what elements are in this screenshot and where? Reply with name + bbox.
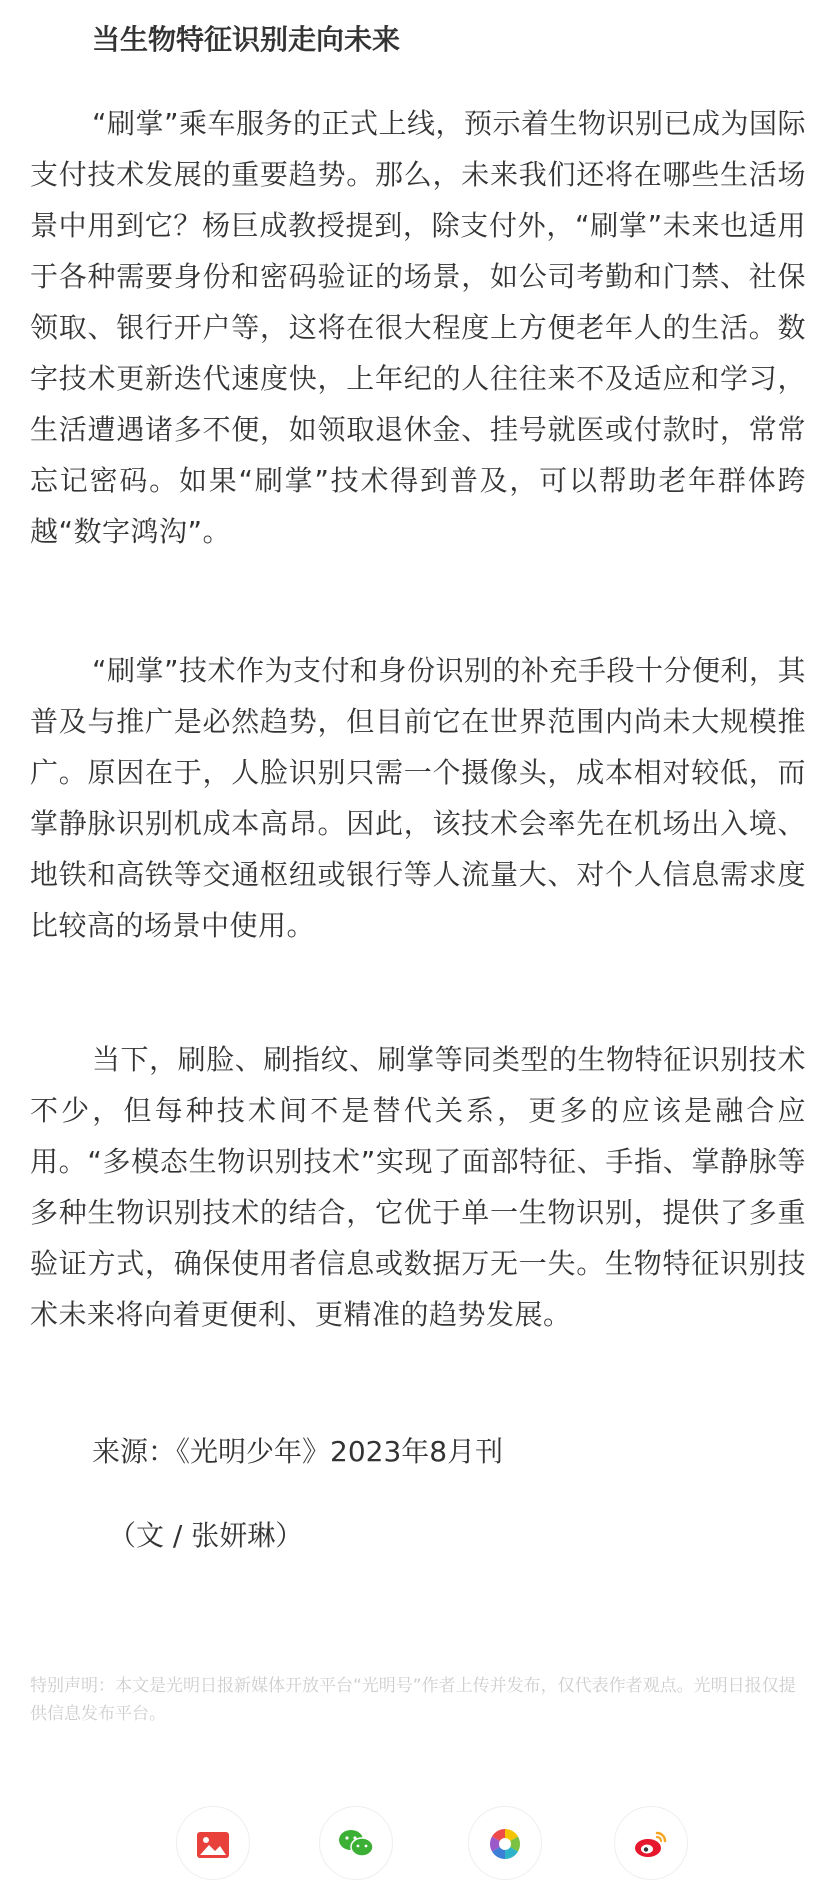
article-paragraph: 当下，刷脸、刷指纹、刷掌等同类型的生物特征识别技术不少，但每种技术间不是替代关系，更多的应该是融合应用。“多模态生物识别技术”实现了面部特征、手指、掌静脉等多种生物识别技术的结合，它优于单一生物识别，提供了多重验证方式，确保使用者信息或数据万无一失。生物特征识别技术未来将向着更便利、更精准的趋势发展。 xyxy=(30,1043,806,1331)
article-author: （文 / 张妍琳） xyxy=(108,1519,304,1552)
share-weibo-button[interactable] xyxy=(614,1806,688,1880)
article-heading: 当生物特征识别走向未来 xyxy=(92,23,401,56)
article-paragraph: “刷掌”乘车服务的正式上线，预示着生物识别已成为国际支付技术发展的重要趋势。那么，未来我们还将在哪些生活场景中用到它？杨巨成教授提到，除支付外，“刷掌”未来也适用于各种需要身份和密码验证的场景，如公司考勤和门禁、社保领取、银行开户等，这将在很大程度上方便老年人的生活。数字技术更新迭代速度快，上年纪的人往往来不及适应和学习，生活遭遇诸多不便，如领取退休金、挂号就医或付款时，常常忘记密码。如果“刷掌”技术得到普及，可以帮助老年群体跨越“数字鸿沟”。 xyxy=(30,107,807,548)
disclaimer-text: 特别声明：本文是光明日报新媒体开放平台“光明号”作者上传并发布，仅代表作者观点。光明日报仅提供信息发布平台。 xyxy=(30,1676,796,1724)
image-icon xyxy=(196,1831,230,1859)
share-bar xyxy=(150,1806,690,1886)
weibo-icon xyxy=(633,1829,669,1859)
article-source: 来源：《光明少年》2023年8月刊 xyxy=(92,1435,504,1468)
share-image-button[interactable] xyxy=(176,1806,250,1880)
share-moments-button[interactable] xyxy=(468,1806,542,1880)
article-paragraph: “刷掌”技术作为支付和身份识别的补充手段十分便利，其普及与推广是必然趋势，但目前它在世界范围内尚未大规模推广。原因在于，人脸识别只需一个摄像头，成本相对较低，而掌静脉识别机成本高昂。因此，该技术会率先在机场出入境、地铁和高铁等交通枢纽或银行等人流量大、对个人信息需求度比较高的场景中使用。 xyxy=(30,654,807,942)
moments-icon xyxy=(488,1827,522,1861)
share-wechat-button[interactable] xyxy=(319,1806,393,1880)
wechat-icon xyxy=(338,1829,374,1859)
